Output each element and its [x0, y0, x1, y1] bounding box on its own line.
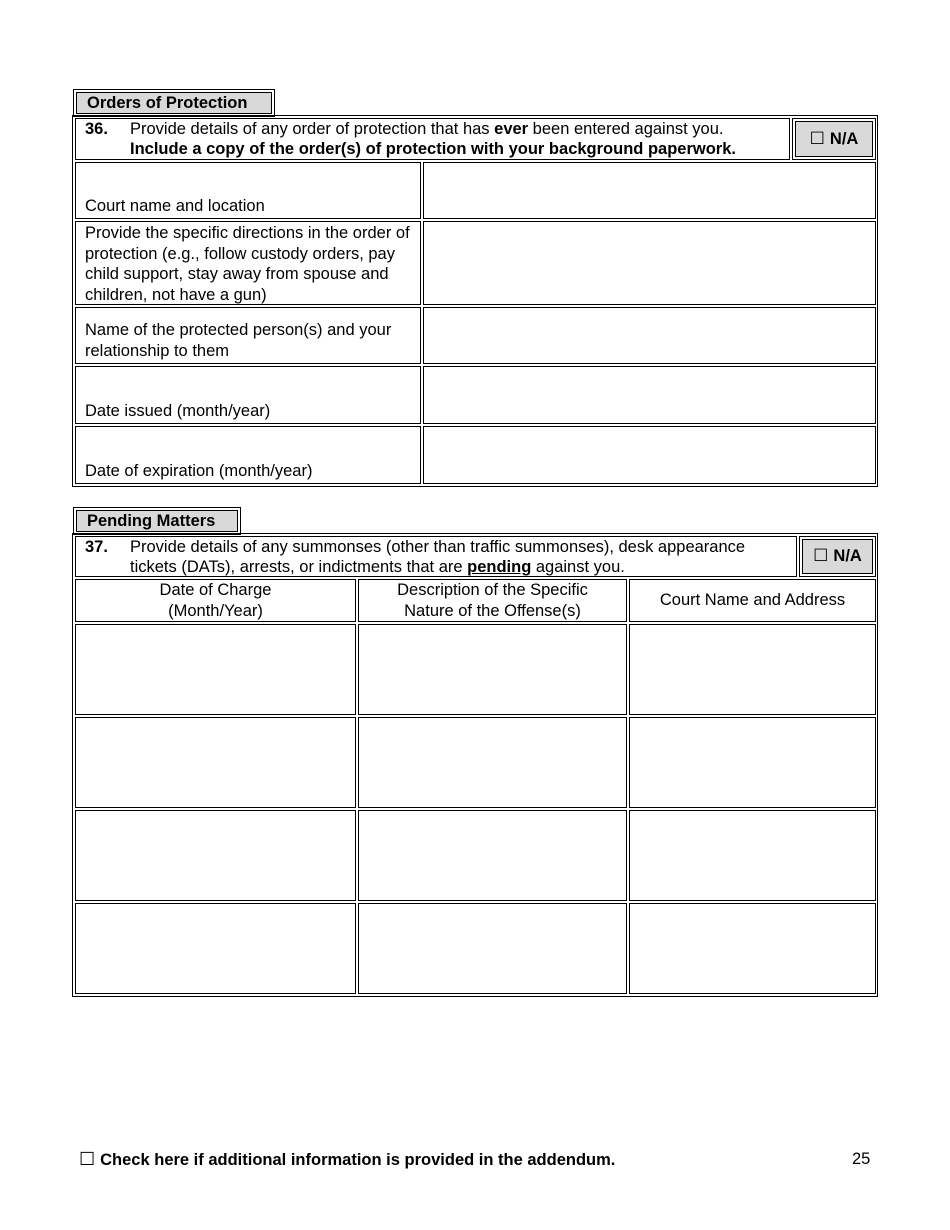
question-37 — [75, 536, 797, 577]
orders-value-date-issued[interactable] — [423, 366, 876, 424]
pending-row-2-court[interactable] — [629, 717, 876, 808]
pending-section-tab — [73, 507, 241, 535]
page-number: 25 — [852, 1150, 871, 1168]
orders-label-date-expiration: Date of expiration (month/year) — [75, 426, 421, 484]
pending-row-1-court[interactable] — [629, 624, 876, 715]
pending-row-4-date[interactable] — [75, 903, 356, 994]
orders-value-protected-person[interactable] — [423, 307, 876, 364]
na-label-36: N/A — [829, 129, 859, 148]
question-36-line1: Provide details of any order of protection that has ever been entered against you. — [130, 120, 724, 138]
addendum-check[interactable] — [79, 1149, 615, 1171]
na-checkbox-36[interactable]: ☐ — [809, 128, 825, 148]
pending-row-2-date[interactable] — [75, 717, 356, 808]
orders-value-date-expiration[interactable] — [423, 426, 876, 484]
orders-value-directions[interactable] — [423, 221, 876, 305]
pending-row-1-description[interactable] — [358, 624, 627, 715]
question-36-na[interactable] — [792, 118, 876, 160]
question-36 — [75, 118, 790, 160]
na-label-37: N/A — [833, 547, 862, 566]
orders-section-title: Orders of Protection — [76, 92, 272, 114]
question-37-number: 37. — [85, 538, 108, 556]
orders-label-protected-person: Name of the protected person(s) and your relationship to them — [75, 307, 421, 364]
question-37-na[interactable] — [799, 536, 876, 577]
question-36-number: 36. — [85, 120, 108, 138]
pending-row-3-description[interactable] — [358, 810, 627, 901]
question-36-line2: Include a copy of the order(s) of protection with your background paperwork. — [130, 140, 736, 158]
pending-row-4-description[interactable] — [358, 903, 627, 994]
orders-label-directions: Provide the specific directions in the order of protection (e.g., follow custody orders, pay child support, stay away from spouse and children, not have a gun) — [75, 221, 421, 305]
pending-row-3-date[interactable] — [75, 810, 356, 901]
pending-row-1-date[interactable] — [75, 624, 356, 715]
column-header-description: Description of the Specific Nature of the Offense(s) — [358, 579, 627, 622]
orders-section-tab — [73, 89, 275, 117]
pending-row-2-description[interactable] — [358, 717, 627, 808]
addendum-checkbox[interactable]: ☐ — [79, 1149, 96, 1169]
orders-value-court[interactable] — [423, 162, 876, 219]
orders-label-date-issued: Date issued (month/year) — [75, 366, 421, 424]
question-37-line1: Provide details of any summonses (other than traffic summonses), desk appearance — [130, 538, 746, 556]
pending-section-title: Pending Matters — [76, 510, 238, 532]
addendum-text: Check here if additional information is provided in the addendum. — [100, 1151, 616, 1169]
column-header-court-name-address: Court Name and Address — [629, 579, 876, 622]
column-header-date-of-charge: Date of Charge (Month/Year) — [75, 579, 356, 622]
orders-label-court: Court name and location — [75, 162, 421, 219]
na-checkbox-37[interactable]: ☐ — [813, 546, 829, 566]
pending-row-4-court[interactable] — [629, 903, 876, 994]
question-37-line2: tickets (DATs), arrests, or indictments that are pending against you. — [130, 558, 625, 576]
pending-row-3-court[interactable] — [629, 810, 876, 901]
